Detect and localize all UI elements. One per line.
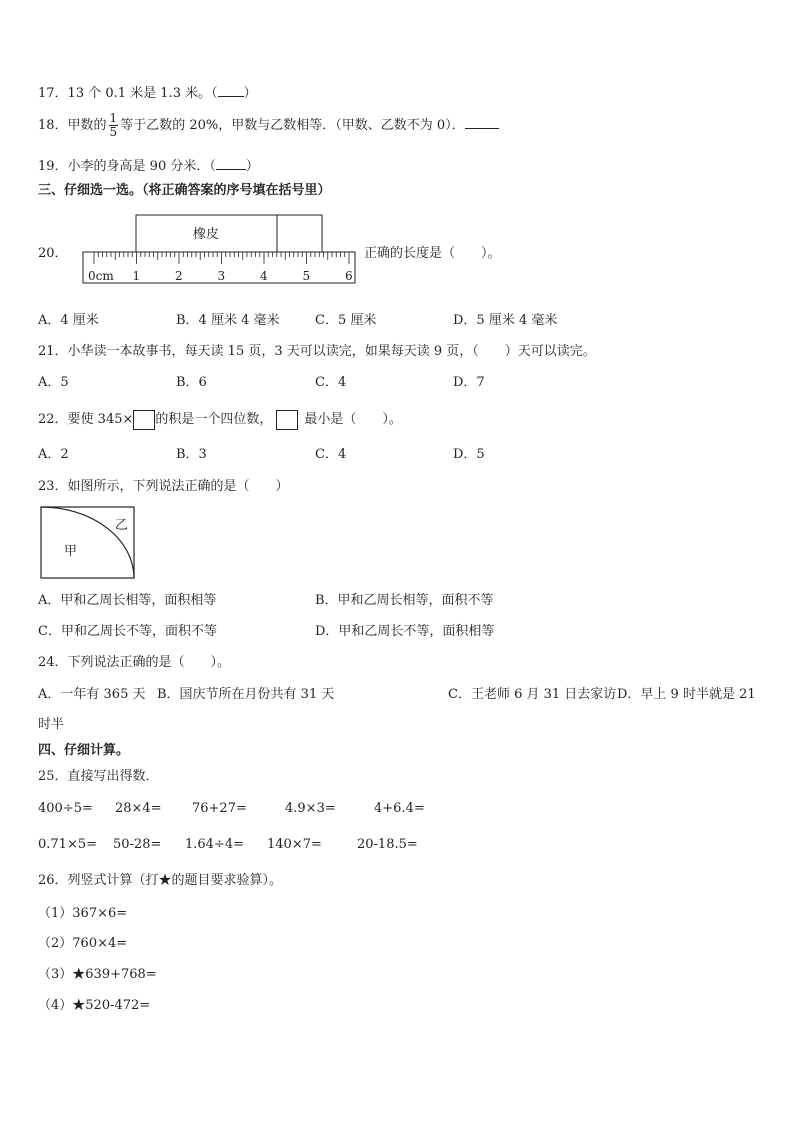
q23-option-a[interactable]: A．甲和乙周长相等，面积相等 [38, 593, 217, 608]
answer-blank[interactable] [218, 84, 244, 97]
q22-option-b[interactable]: B．3 [176, 447, 207, 462]
fraction-denominator: 5 [109, 125, 118, 139]
question-23: 23．如图所示，下列说法正确的是（ ） [38, 479, 289, 494]
q24-option-a[interactable]: A．一年有 365 天 [38, 687, 146, 702]
q23-option-d[interactable]: D．甲和乙周长不等，面积相等 [315, 624, 495, 639]
calc-item: 50-28= [113, 837, 162, 852]
answer-box[interactable] [133, 410, 155, 430]
ruler-tick-label: 6 [345, 269, 353, 283]
vertical-calc-item-2: （2）760×4= [38, 936, 128, 951]
q24-option-d[interactable]: D．早上 9 时半就是 21 [617, 687, 756, 702]
q20-option-a[interactable]: A．4 厘米 [38, 313, 99, 328]
question-22-prefix: 22．要使 345× [38, 412, 134, 427]
eraser-label: 橡皮 [193, 227, 220, 242]
question-17-close: ） [243, 86, 257, 101]
ruler-tick-label: 0cm [88, 269, 114, 283]
question-17-text: 17．13 个 0.1 米是 1.3 米。（ [38, 86, 218, 101]
question-17 [38, 84, 257, 102]
answer-blank[interactable] [465, 116, 499, 129]
calc-item: 20-18.5= [357, 837, 418, 852]
ruler-tick-label: 3 [217, 269, 226, 283]
answer-blank[interactable] [216, 157, 246, 170]
question-25: 25．直接写出得数． [38, 769, 159, 784]
q22-option-c[interactable]: C．4 [315, 447, 347, 462]
question-21: 21．小华读一本故事书，每天读 15 页，3 天可以读完，如果每天读 9 页，（ ）天可以读完。 [38, 344, 596, 359]
region-yi-label: 乙 [115, 518, 129, 533]
question-18-prefix: 18．甲数的 [38, 118, 107, 133]
calc-item: 1.64÷4= [185, 837, 245, 852]
q21-option-a[interactable]: A．5 [38, 375, 69, 390]
calc-item: 28×4= [115, 801, 162, 816]
question-19-close: ） [245, 159, 259, 174]
question-20-tail: 正确的长度是（ ）。 [364, 246, 501, 261]
question-22 [38, 409, 402, 431]
vertical-calc-item-4: （4）★520-472= [38, 998, 151, 1013]
section-heading-3: 三、仔细选一选。（将正确答案的序号填在括号里） [38, 183, 331, 198]
q24-option-c[interactable]: C．王老师 6 月 31 日去家访 [448, 687, 617, 702]
q22-option-d[interactable]: D．5 [453, 447, 485, 462]
q23-option-c[interactable]: C．甲和乙周长不等，面积不等 [38, 624, 217, 639]
vertical-calc-item-3: （3）★639+768= [38, 967, 157, 982]
question-24: 24．下列说法正确的是（ ）。 [38, 655, 231, 670]
q22-option-a[interactable]: A．2 [38, 447, 69, 462]
quarter-circle-figure [40, 506, 136, 580]
q21-option-d[interactable]: D．7 [453, 375, 485, 390]
answer-box[interactable] [276, 410, 298, 430]
question-18 [38, 111, 499, 141]
calc-item: 140×7= [267, 837, 322, 852]
q20-option-c[interactable]: C．5 厘米 [315, 313, 377, 328]
q21-option-b[interactable]: B．6 [176, 375, 207, 390]
question-19 [38, 157, 259, 175]
fraction [109, 112, 119, 139]
ruler-figure [80, 214, 364, 288]
eraser-rect [136, 215, 322, 252]
ruler-tick-label: 1 [132, 269, 141, 283]
section-heading-4: 四、仔细计算。 [38, 743, 130, 758]
q20-option-b[interactable]: B．4 厘米 4 毫米 [176, 313, 280, 328]
q21-option-c[interactable]: C．4 [315, 375, 347, 390]
calc-item: 4+6.4= [374, 801, 425, 816]
question-18-suffix: 等于乙数的 20%，甲数与乙数相等．（甲数、乙数不为 0）． [120, 118, 465, 133]
question-26: 26．列竖式计算（打★的题目要求验算）。 [38, 873, 283, 888]
ruler-tick-label: 5 [302, 269, 311, 283]
question-19-text: 19．小李的身高是 90 分米．（ [38, 159, 216, 174]
q24-option-b[interactable]: B．国庆节所在月份共有 31 天 [157, 687, 335, 702]
question-22-middle: 的积是一个四位数， [155, 412, 273, 427]
question-22-suffix: 最小是（ ）。 [304, 412, 402, 427]
calc-item: 4.9×3= [285, 801, 336, 816]
calc-item: 76+27= [192, 801, 247, 816]
q23-option-b[interactable]: B．甲和乙周长相等，面积不等 [315, 593, 494, 608]
question-20-number: 20． [38, 246, 68, 261]
calc-item: 0.71×5= [38, 837, 98, 852]
fraction-numerator: 1 [109, 111, 118, 125]
vertical-calc-item-1: （1）367×6= [38, 906, 128, 921]
calc-item: 400÷5= [38, 801, 93, 816]
ruler-tick-label: 2 [175, 269, 183, 283]
q24-option-d-wrap: 时半 [38, 717, 65, 732]
ruler-tick-label: 4 [260, 269, 268, 283]
q20-option-d[interactable]: D．5 厘米 4 毫米 [453, 313, 558, 328]
region-jia-label: 甲 [64, 544, 78, 559]
